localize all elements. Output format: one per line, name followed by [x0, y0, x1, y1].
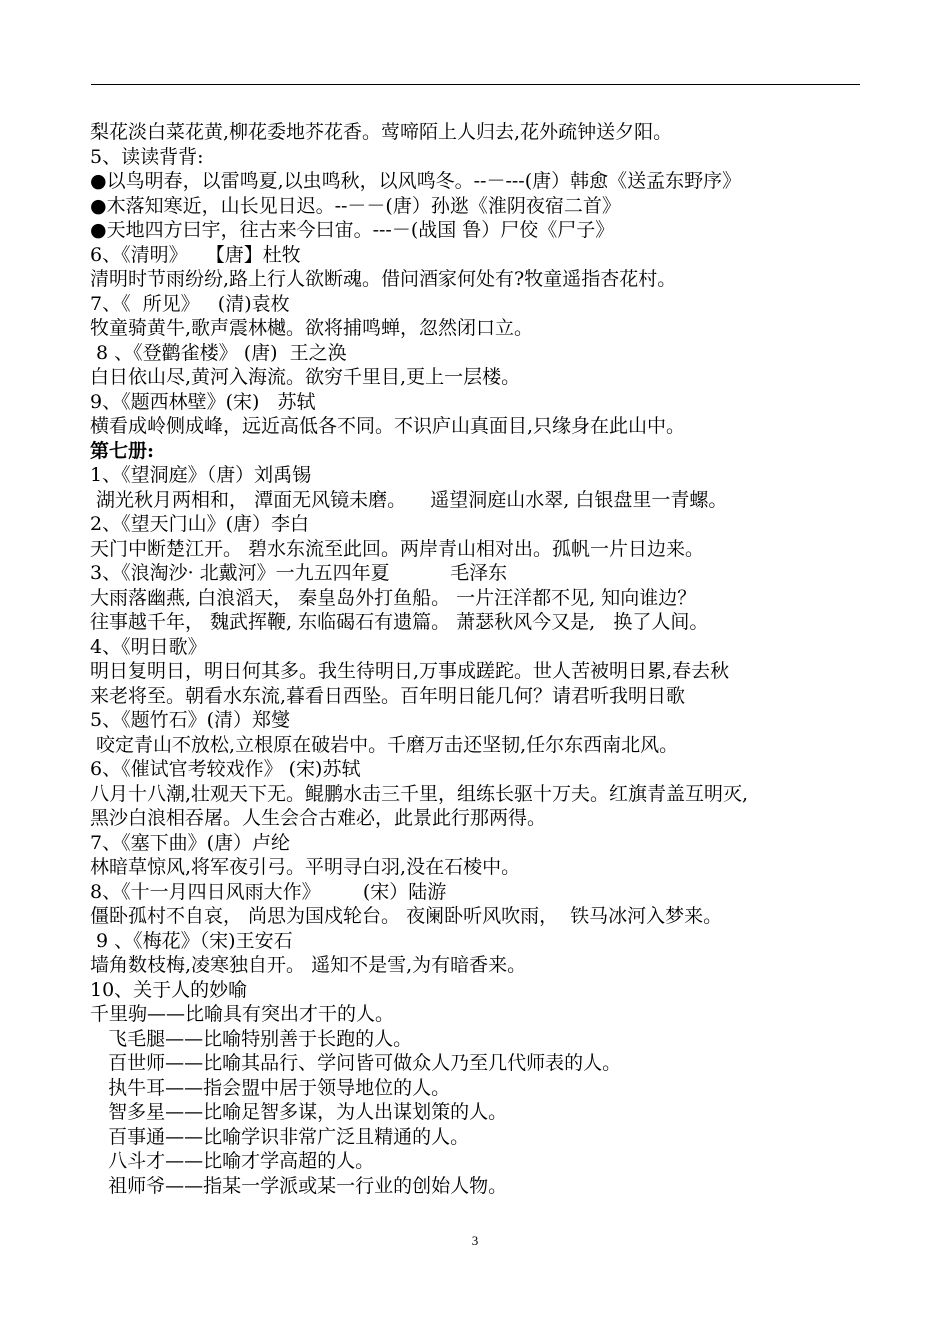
header-rule	[91, 84, 860, 85]
text-line: 2、《望天门山》(唐）李白	[90, 513, 310, 535]
text-line: 墙角数枝梅,凌寒独自开。 遥知不是雪,为有暗香来。	[90, 954, 527, 976]
text-line: 9、《题西林壁》(宋) 苏轼	[90, 390, 316, 413]
text-line: 6、《催试官考较戏作》 (宋)苏轼	[90, 758, 361, 780]
section-heading: 第七册:	[90, 439, 155, 462]
text-line: 僵卧孤村不自哀， 尚思为国戍轮台。 夜阑卧听风吹雨， 铁马冰河入梦来。	[90, 905, 723, 927]
text-line: 8、《十一月四日风雨大作》 (宋）陆游	[90, 880, 447, 903]
text-line: 7、《塞下曲》(唐）卢纶	[90, 831, 291, 854]
text-line: 牧童骑黄牛,歌声震林樾。欲将捕鸣蝉，忽然闭口立。	[90, 317, 534, 339]
text-line: 来老将至。朝看水东流,暮看日西坠。百年明日能几何？请君听我明日歌	[90, 684, 686, 707]
text-line: 大雨落幽燕, 白浪滔天， 秦皇岛外打鱼船。 一片汪洋都不见, 知向谁边？	[90, 586, 697, 609]
text-line: 清明时节雨纷纷,路上行人欲断魂。借问酒家何处有?牧童遥指杏花村。	[90, 268, 677, 290]
text-line: 8 、《登鹳雀楼》 (唐) 王之涣	[90, 341, 347, 364]
text-line: 明日复明日，明日何其多。我生待明日,万事成蹉跎。世人苦被明日累,春去秋	[90, 660, 730, 682]
text-line: 祖师爷——指某一学派或某一行业的创始人物。	[90, 1174, 508, 1197]
text-line: 黑沙白浪相吞屠。人生会合古难必，此景此行那两得。	[90, 807, 547, 829]
text-line: 湖光秋月两相和， 潭面无风镜未磨。 遥望洞庭山水翠, 白银盘里一青螺。	[90, 488, 728, 511]
text-line: 智多星——比喻足智多谋，为人出谋划策的人。	[90, 1101, 508, 1123]
text-line: 6、《清明》 【唐】杜牧	[90, 243, 301, 266]
text-line: 1、《望洞庭》（唐）刘禹锡	[90, 464, 312, 486]
text-line: ●天地四方曰宇，往古来今曰宙。---－(战国 鲁）尸佼《尸子》	[90, 219, 615, 241]
text-line: 10、关于人的妙喻	[90, 978, 248, 1001]
text-line: 天门中断楚江开。 碧水东流至此回。两岸青山相对出。孤帆一片日边来。	[90, 537, 705, 560]
text-line: 横看成岭侧成峰，远近高低各不同。不识庐山真面目,只缘身在此山中。	[90, 415, 686, 437]
text-line: 4、《明日歌》	[90, 635, 207, 658]
text-line: 林暗草惊风,将军夜引弓。平明寻白羽,没在石棱中。	[90, 856, 521, 878]
text-line: ●以鸟明春，以雷鸣夏,以虫鸣秋，以风鸣冬。--－---(唐）韩愈《送孟东野序》	[90, 170, 742, 192]
text-line: 梨花淡白菜花黄,柳花委地芥花香。莺啼陌上人归去,花外疏钟送夕阳。	[90, 121, 673, 143]
page-number: 3	[471, 1233, 479, 1248]
text-line: 飞毛腿——比喻特别善于长跑的人。	[90, 1027, 413, 1050]
text-line: ●木落知寒近，山长见日迟。--－－(唐）孙逖《淮阴夜宿二首》	[90, 194, 621, 217]
text-line: 7、《 所见》 (清)袁枚	[90, 292, 290, 315]
text-line: 百世师——比喻其品行、学问皆可做众人乃至几代师表的人。	[90, 1052, 622, 1074]
text-line: 白日依山尽,黄河入海流。欲穷千里目,更上一层楼。	[90, 366, 521, 388]
text-line: 执牛耳——指会盟中居于领导地位的人。	[90, 1076, 451, 1099]
text-line: 咬定青山不放松,立根原在破岩中。千磨万击还坚韧,任尔东西南北风。	[90, 733, 679, 756]
text-line: 千里驹——比喻具有突出才干的人。	[90, 1003, 395, 1025]
text-line: 百事通——比喻学识非常广泛且精通的人。	[90, 1125, 470, 1148]
text-line: 八月十八潮,壮观天下无。鲲鹏水击三千里，组练长驱十万夫。红旗青盖互明灭,	[90, 782, 749, 805]
text-line: 八斗才——比喻才学高超的人。	[90, 1150, 375, 1172]
text-line: 9 、《梅花》（宋)王安石	[90, 929, 293, 952]
text-line: 往事越千年， 魏武挥鞭, 东临碣石有遗篇。 萧瑟秋风今又是, 换了人间。	[90, 611, 709, 633]
document-body	[90, 120, 880, 1198]
text-line: 5、《题竹石》(清）郑燮	[90, 709, 291, 731]
text-line: 5、读读背背:	[90, 145, 204, 168]
text-line: 3、《浪淘沙· 北戴河》一九五四年夏 毛泽东	[90, 562, 508, 584]
